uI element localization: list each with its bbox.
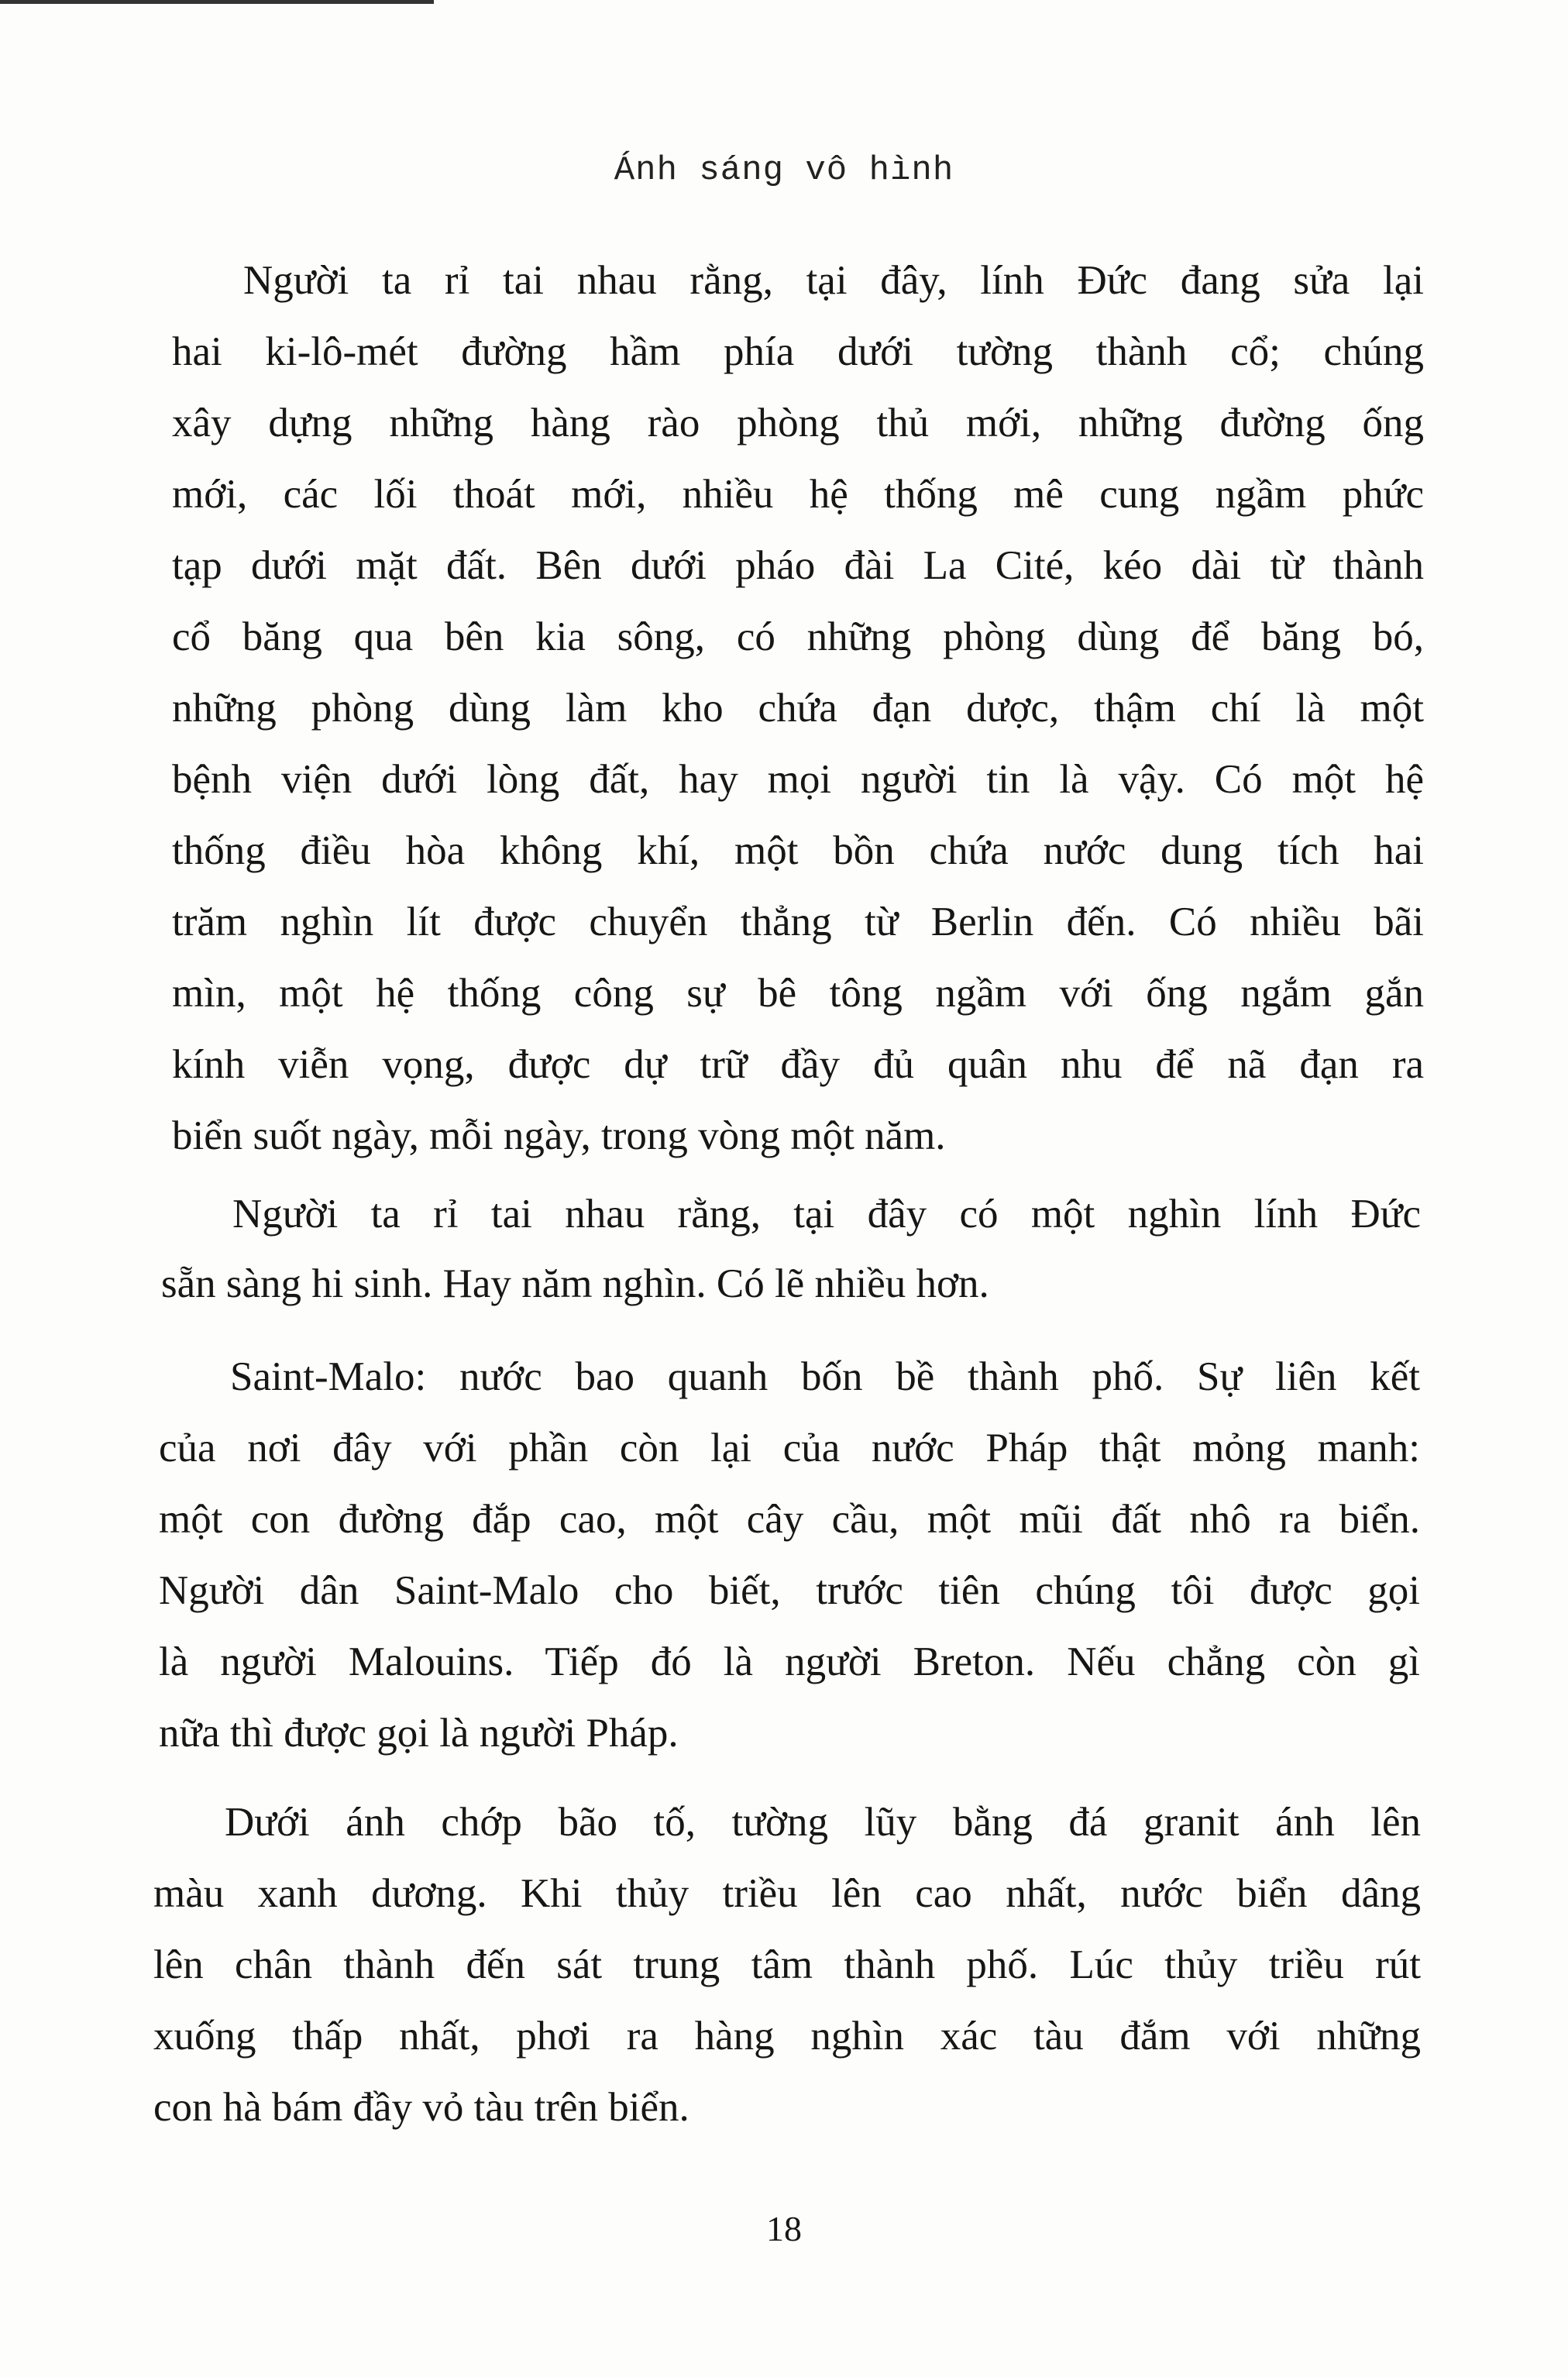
text-line: Dưới ánh chớp bão tố, tường lũy bằng đá granit ánh lên [225,1800,1421,1845]
text-line: xây dựng những hàng rào phòng thủ mới, những đường ống [172,401,1424,445]
text-line: của nơi đây với phần còn lại của nước Pháp thật mỏng manh: [159,1426,1420,1471]
text-line: trăm nghìn lít được chuyển thẳng từ Berlin đến. Có nhiều bãi [172,900,1424,944]
text-line: Người dân Saint-Malo cho biết, trước tiên chúng tôi được gọi [159,1568,1420,1613]
text-line: sẵn sàng hi sinh. Hay năm nghìn. Có lẽ nhiều hơn. [161,1261,989,1306]
text-line: kính viễn vọng, được dự trữ đầy đủ quân nhu để nã đạn ra [172,1042,1424,1087]
text-line: những phòng dùng làm kho chứa đạn dược, thậm chí là một [172,686,1424,731]
text-line: nữa thì được gọi là người Pháp. [159,1711,679,1756]
text-line: lên chân thành đến sát trung tâm thành phố. Lúc thủy triều rút [153,1942,1421,1987]
text-line: biển suốt ngày, mỗi ngày, trong vòng một năm. [172,1113,946,1158]
paragraph-1 [172,245,1424,1171]
scan-edge-line [0,0,434,4]
text-line: màu xanh dương. Khi thủy triều lên cao nhất, nước biển dâng [153,1871,1421,1916]
paragraph-3 [159,1341,1420,1769]
text-line: bệnh viện dưới lòng đất, hay mọi người tin là vậy. Có một hệ [172,757,1424,802]
text-line: Người ta rỉ tai nhau rằng, tại đây, lính Đức đang sửa lại [243,258,1424,303]
text-line: cổ băng qua bên kia sông, có những phòng dùng để băng bó, [172,614,1424,659]
text-line: tạp dưới mặt đất. Bên dưới pháo đài La Cité, kéo dài từ thành [172,543,1424,588]
text-line: con hà bám đầy vỏ tàu trên biển. [153,2085,689,2130]
text-line: là người Malouins. Tiếp đó là người Breton. Nếu chẳng còn gì [159,1639,1420,1684]
text-line: Saint-Malo: nước bao quanh bốn bề thành phố. Sự liên kết [230,1354,1420,1399]
text-line: mìn, một hệ thống công sự bê tông ngầm với ống ngắm gắn [172,971,1424,1016]
text-line: hai ki-lô-mét đường hầm phía dưới tường thành cổ; chúng [172,329,1424,374]
running-header: Ánh sáng vô hình [614,151,954,190]
text-line: thống điều hòa không khí, một bồn chứa nước dung tích hai [172,828,1424,873]
text-line: xuống thấp nhất, phơi ra hàng nghìn xác tàu đắm với những [153,2014,1421,2059]
text-line: Người ta rỉ tai nhau rằng, tại đây có một nghìn lính Đức [232,1192,1421,1237]
page-number: 18 [766,2209,802,2248]
text-line: một con đường đắp cao, một cây cầu, một mũi đất nhô ra biển. [159,1497,1420,1542]
paragraph-4 [153,1787,1421,2143]
paragraph-2 [161,1179,1421,1319]
text-line: mới, các lối thoát mới, nhiều hệ thống mê cung ngầm phức [172,472,1424,517]
